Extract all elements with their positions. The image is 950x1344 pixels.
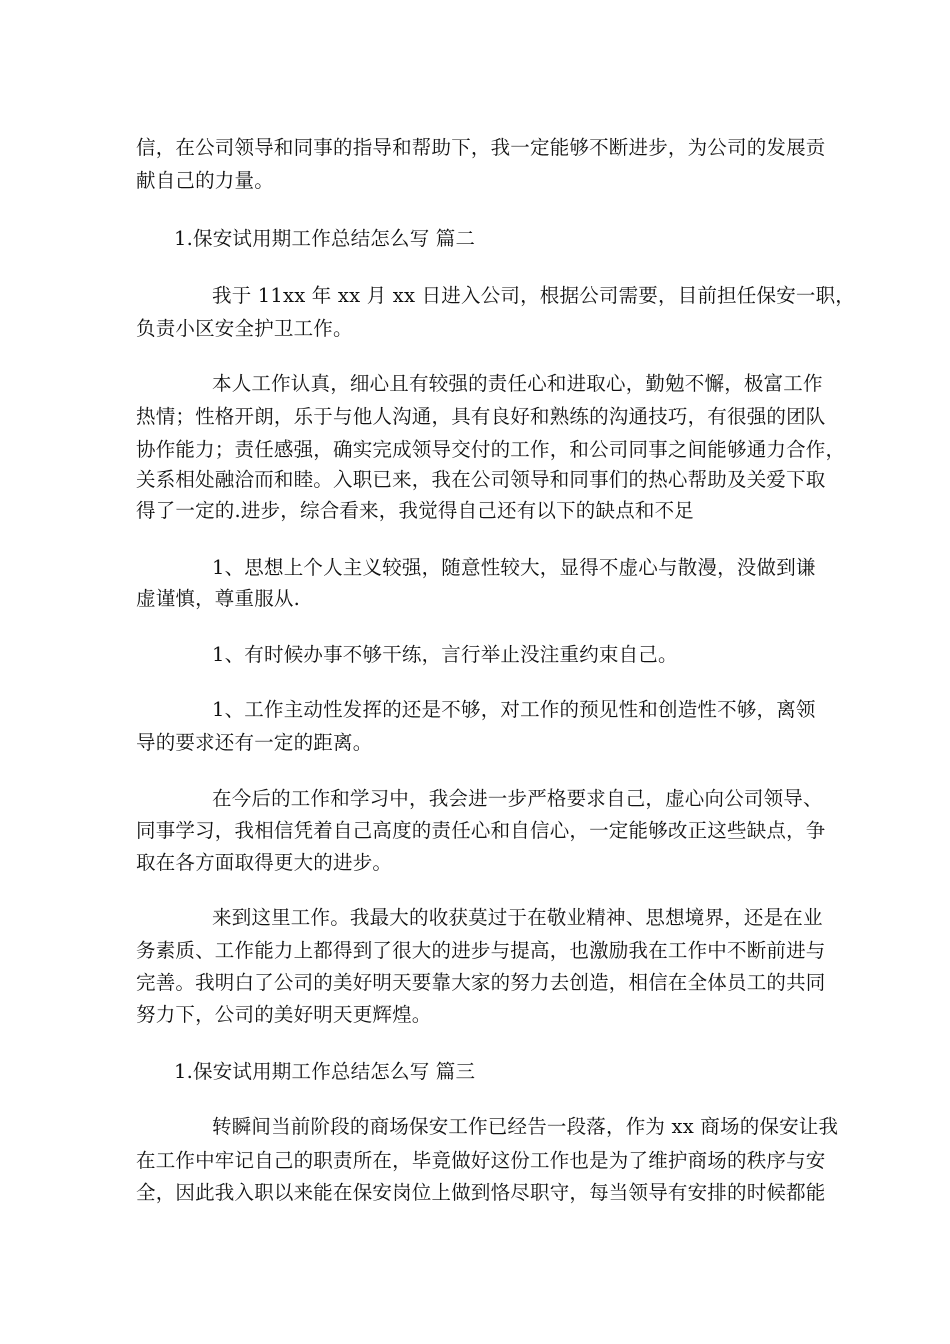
text-line: 在今后的工作和学习中，我会进一步严格要求自己，虚心向公司领导、 [212,787,823,810]
text-line: 信，在公司领导和同事的指导和帮助下，我一定能够不断进步，为公司的发展贡 [136,136,826,159]
text-line: 1、有时候办事不够干练，言行举止没注重约束自己。 [212,643,678,666]
text-line: 来到这里工作。我最大的收获莫过于在敬业精神、思想境界，还是在业 [212,906,823,929]
text-line: 关系相处融洽而和睦。入职已来，我在公司领导和同事们的热心帮助及关爱下取 [136,468,826,491]
text-line: 在工作中牢记自己的职责所在，毕竟做好这份工作也是为了维护商场的秩序与安 [136,1149,826,1172]
text-line: 同事学习，我相信凭着自己高度的责任心和自信心，一定能够改正这些缺点，争 [136,819,826,842]
text-line: 我于 11xx 年 xx 月 xx 日进入公司，根据公司需要，目前担任保安一职， [212,284,855,307]
text-line: 取在各方面取得更大的进步。 [136,851,393,874]
text-line: 负责小区安全护卫工作。 [136,317,353,340]
text-line: 1、工作主动性发挥的还是不够，对工作的预见性和创造性不够，离领 [212,698,816,721]
section-heading: 1.保安试用期工作总结怎么写 篇二 [174,227,476,250]
text-line: 热情；性格开朗，乐于与他人沟通，具有良好和熟练的沟通技巧，有很强的团队 [136,405,826,428]
text-line: 完善。我明白了公司的美好明天要靠大家的努力去创造，相信在全体员工的共同 [136,971,826,994]
text-line: 努力下，公司的美好明天更辉煌。 [136,1003,432,1026]
text-line: 本人工作认真，细心且有较强的责任心和进取心，勤勉不懈，极富工作 [212,372,823,395]
text-line: 得了一定的.进步，综合看来，我觉得自己还有以下的缺点和不足 [136,499,694,522]
text-line: 1、思想上个人主义较强，随意性较大，显得不虚心与散漫，没做到谦 [212,556,816,579]
text-line: 导的要求还有一定的距离。 [136,731,373,754]
text-line: 献自己的力量。 [136,169,274,192]
text-line: 务素质、工作能力上都得到了很大的进步与提高，也激励我在工作中不断前进与 [136,939,826,962]
text-line: 协作能力；责任感强，确实完成领导交付的工作，和公司同事之间能够通力合作， [136,438,846,461]
section-heading: 1.保安试用期工作总结怎么写 篇三 [174,1060,476,1083]
text-line: 虚谨慎，尊重服从. [136,587,300,610]
text-line: 转瞬间当前阶段的商场保安工作已经告一段落，作为 xx 商场的保安让我 [212,1115,839,1138]
text-line: 全，因此我入职以来能在保安岗位上做到恪尽职守，每当领导有安排的时候都能 [136,1181,826,1204]
